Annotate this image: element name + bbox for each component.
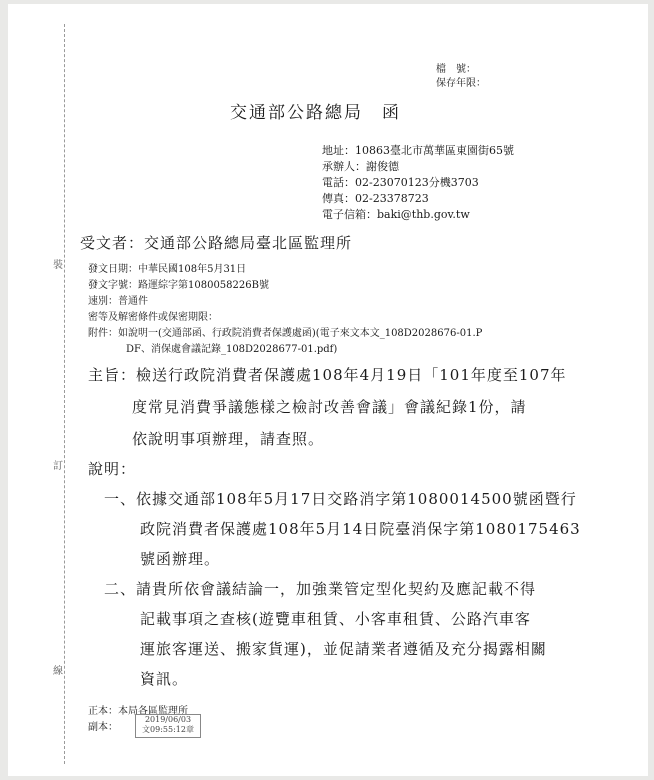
- subject-line-2: 度常見消費爭議態樣之檢討改善會議」會議紀錄1份，請: [132, 398, 527, 416]
- explanation-item-2-line-2: 記載事項之查核(遊覽車租賃、小客車租賃、公路汽車客: [140, 610, 531, 628]
- delivery-speed: 速別：普通件: [88, 296, 148, 307]
- receipt-stamp: [135, 714, 201, 738]
- explanation-item-1-line-1: 一、依據交通部108年5月17日交路消字第1080014500號函暨行: [104, 490, 577, 508]
- stamp-date: 2019/06/03: [144, 715, 192, 724]
- explanation-heading: 說明：: [88, 460, 137, 478]
- contact-fax: 傳真：02-23378723: [322, 192, 429, 205]
- subject-line-1: 主旨：檢送行政院消費者保護處108年4月19日「101年度至107年: [88, 366, 567, 384]
- explanation-item-2-line-3: 運旅客運送、搬家貨運)，並促請業者遵循及充分揭露相關: [140, 640, 547, 658]
- distribution-copy: 副本：: [88, 722, 118, 733]
- document-title: 交通部公路總局 函: [230, 103, 401, 123]
- binding-line: [64, 24, 65, 764]
- document-number: 發文字號：路運綜字第1080058226B號: [88, 280, 269, 291]
- explanation-item-2-line-4: 資訊。: [140, 670, 189, 688]
- secrecy-level: 密等及解密條件或保密期限：: [88, 312, 218, 323]
- binding-mark-top: 裝: [53, 260, 63, 271]
- recipient: 受文者：交通部公路總局臺北區監理所: [80, 234, 353, 252]
- binding-mark-bottom: 線: [53, 666, 63, 677]
- contact-address: 地址：10863臺北市萬華區東園街65號: [322, 144, 514, 157]
- contact-email: 電子信箱：baki@thb.gov.tw: [322, 208, 470, 221]
- distribution-main: 正本：本局各區監理所: [88, 706, 188, 717]
- document-page: [8, 4, 648, 776]
- contact-handler: 承辦人：謝俊德: [322, 160, 399, 173]
- attachments-line-2: DF、消保處會議記錄_108D2028677-01.pdf): [126, 344, 338, 355]
- issue-date: 發文日期：中華民國108年5月31日: [88, 264, 247, 275]
- file-number-label: 檔 號：: [436, 64, 476, 75]
- binding-mark-middle: 訂: [53, 461, 63, 472]
- explanation-item-2-line-1: 二、請貴所依會議結論一，加強業管定型化契約及應記載不得: [104, 580, 537, 598]
- attachments-line-1: 附件：如說明一(交通部函、行政院消費者保護處函)(電子來文本文_108D2028676-01.P: [88, 328, 483, 339]
- subject-line-3: 依說明事項辦理，請查照。: [132, 430, 325, 448]
- explanation-item-1-line-2: 政院消費者保護處108年5月14日院臺消保字第1080175463: [140, 520, 581, 538]
- explanation-item-1-line-3: 號函辦理。: [140, 550, 221, 568]
- retention-label: 保存年限：: [436, 78, 486, 89]
- stamp-time: 文09:55:12章: [142, 725, 194, 734]
- contact-phone: 電話：02-23070123分機3703: [322, 176, 479, 189]
